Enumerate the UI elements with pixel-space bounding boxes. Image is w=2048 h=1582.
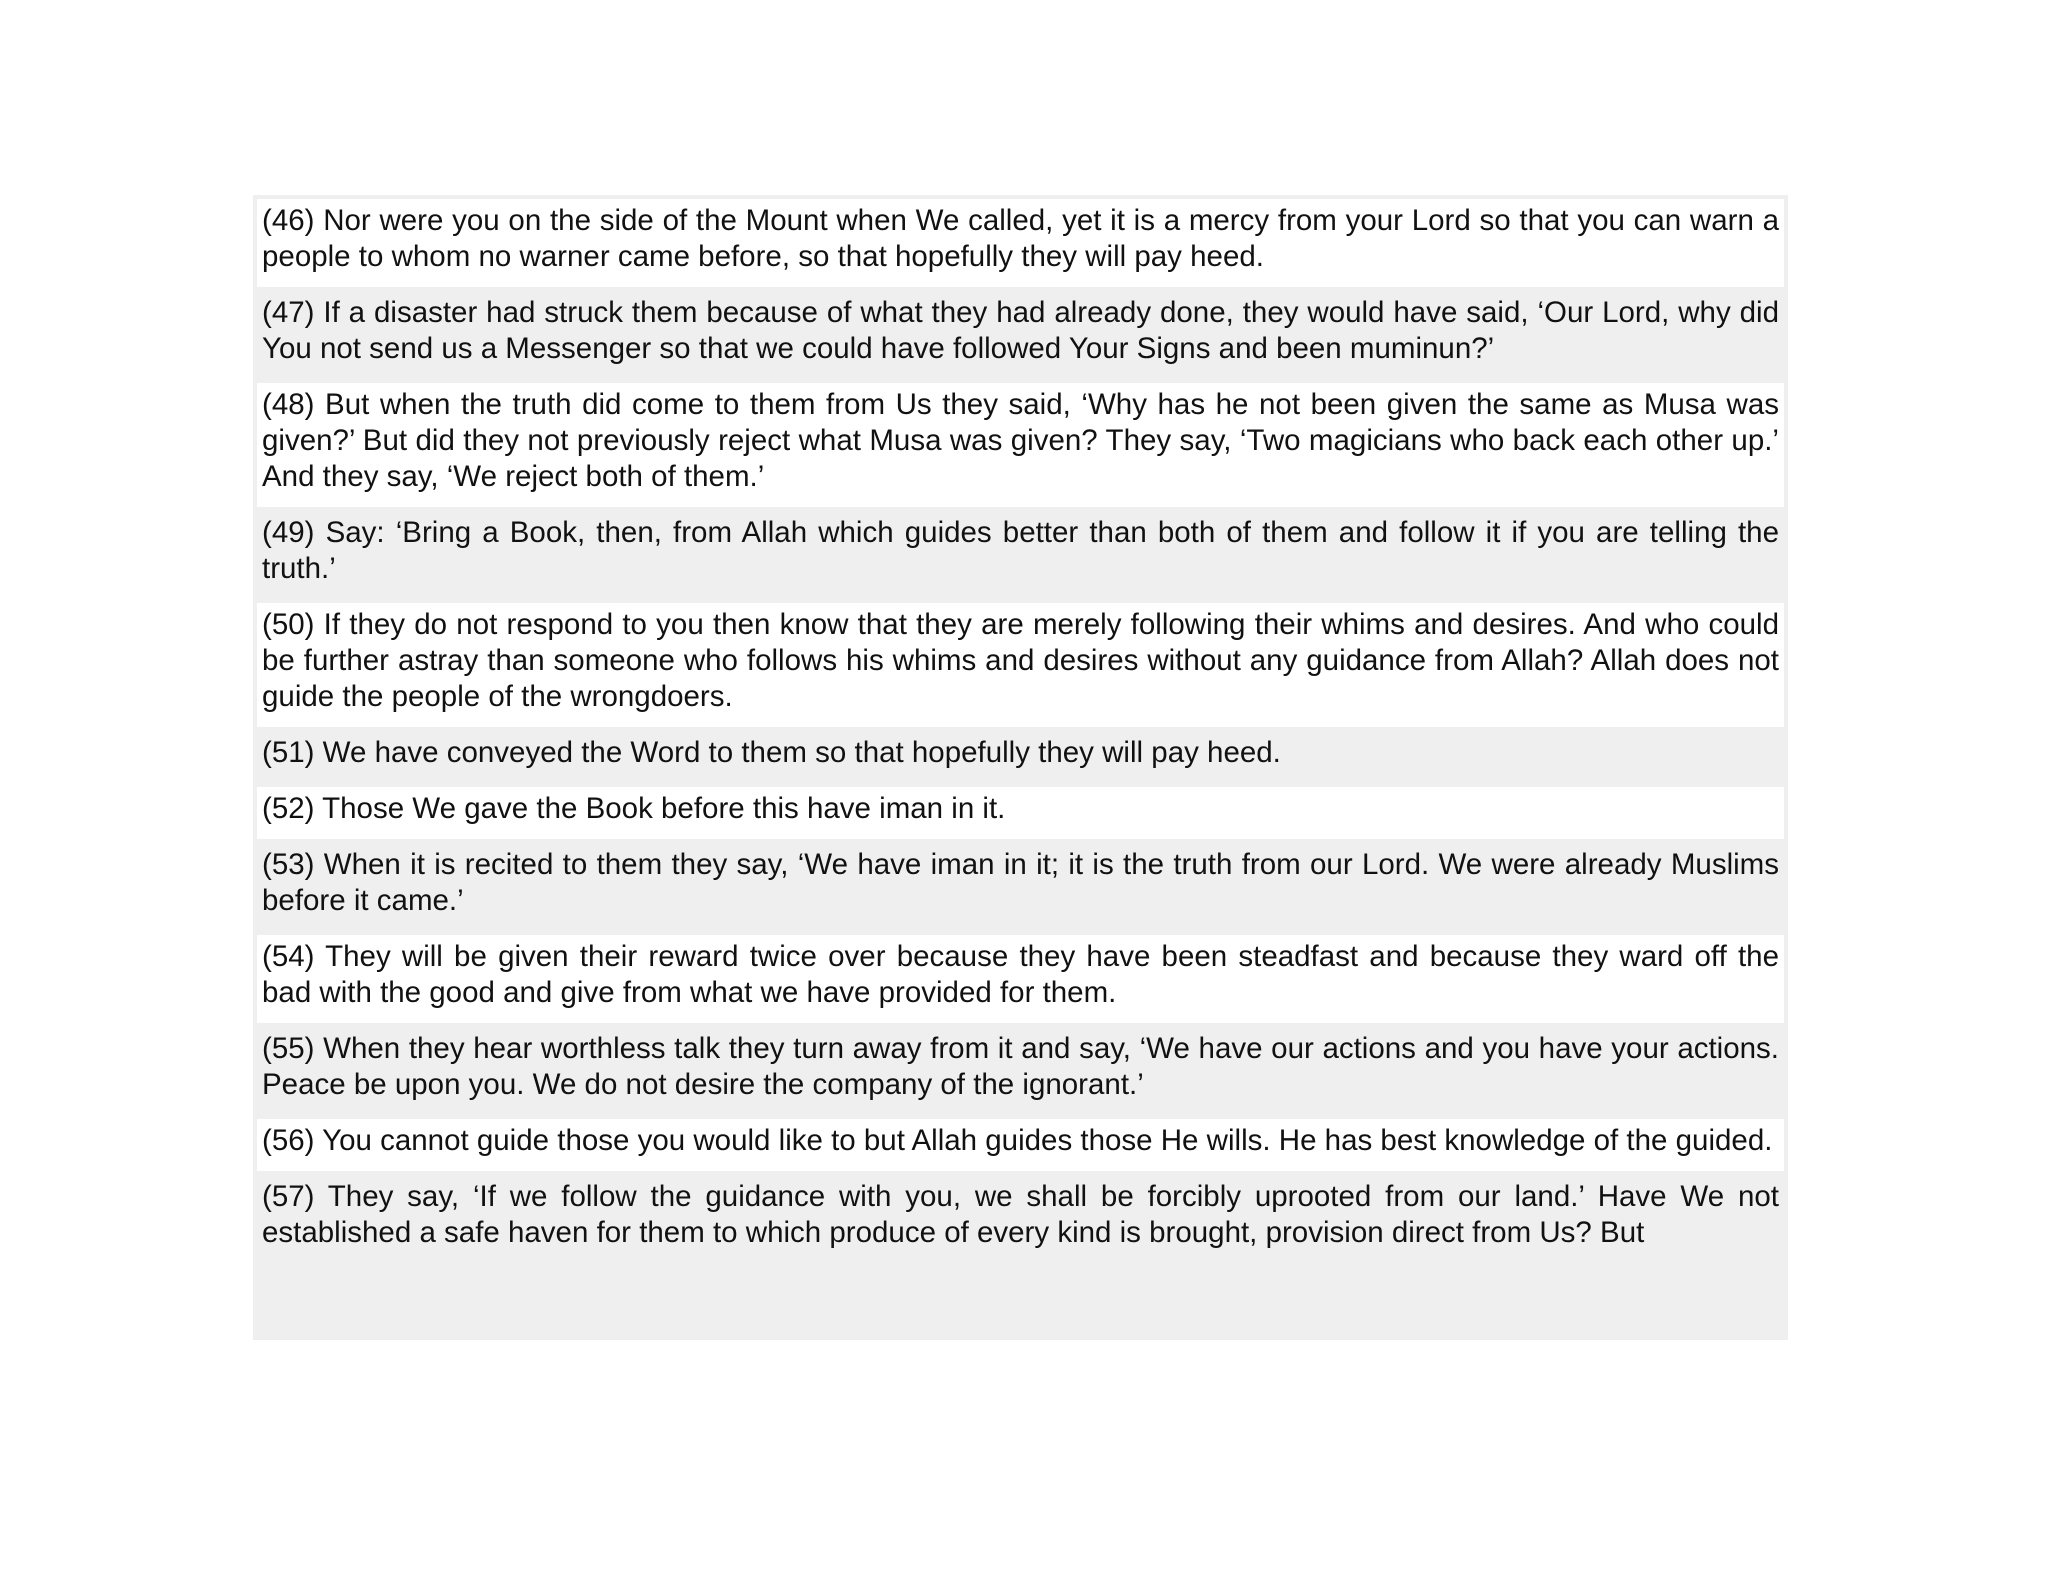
verse-row: (56) You cannot guide those you would like to but Allah guides those He wills. He has best knowledge of the guided. xyxy=(257,1119,1784,1171)
verse-row: (53) When it is recited to them they say, ‘We have iman in it; it is the truth from our Lord. We were already Muslims before it came.’ xyxy=(257,843,1784,931)
verse-row: (51) We have conveyed the Word to them so that hopefully they will pay heed. xyxy=(257,731,1784,783)
verse-row: (46) Nor were you on the side of the Mount when We called, yet it is a mercy from your Lord so that you can warn a people to whom no warner came before, so that hopefully they will pay heed. xyxy=(257,199,1784,287)
verse-row: (55) When they hear worthless talk they turn away from it and say, ‘We have our actions and you have your actions. Peace be upon you. We do not desire the company of the ignorant.’ xyxy=(257,1027,1784,1115)
verse-row: (47) If a disaster had struck them because of what they had already done, they would have said, ‘Our Lord, why did You not send us a Messenger so that we could have followed Your Signs and been muminun?’ xyxy=(257,291,1784,379)
verse-row: (50) If they do not respond to you then know that they are merely following their whims and desires. And who could be further astray than someone who follows his whims and desires without any guidance from Allah? Allah does not guide the people of the wrongdoers. xyxy=(257,603,1784,727)
verse-row: (57) They say, ‘If we follow the guidance with you, we shall be forcibly uprooted from our land.’ Have We not established a safe haven for them to which produce of every kind is brought, provision direct from Us? But xyxy=(257,1175,1784,1263)
verse-row: (49) Say: ‘Bring a Book, then, from Allah which guides better than both of them and follow it if you are telling the truth.’ xyxy=(257,511,1784,599)
verse-row: (54) They will be given their reward twice over because they have been steadfast and because they ward off the bad with the good and give from what we have provided for them. xyxy=(257,935,1784,1023)
verse-row: (48) But when the truth did come to them from Us they said, ‘Why has he not been given the same as Musa was given?’ But did they not previously reject what Musa was given? They say, ‘Two magicians who back each other up.’ And they say, ‘We reject both of them.’ xyxy=(257,383,1784,507)
verse-table xyxy=(253,195,1788,1340)
verse-row: (52) Those We gave the Book before this have iman in it. xyxy=(257,787,1784,839)
